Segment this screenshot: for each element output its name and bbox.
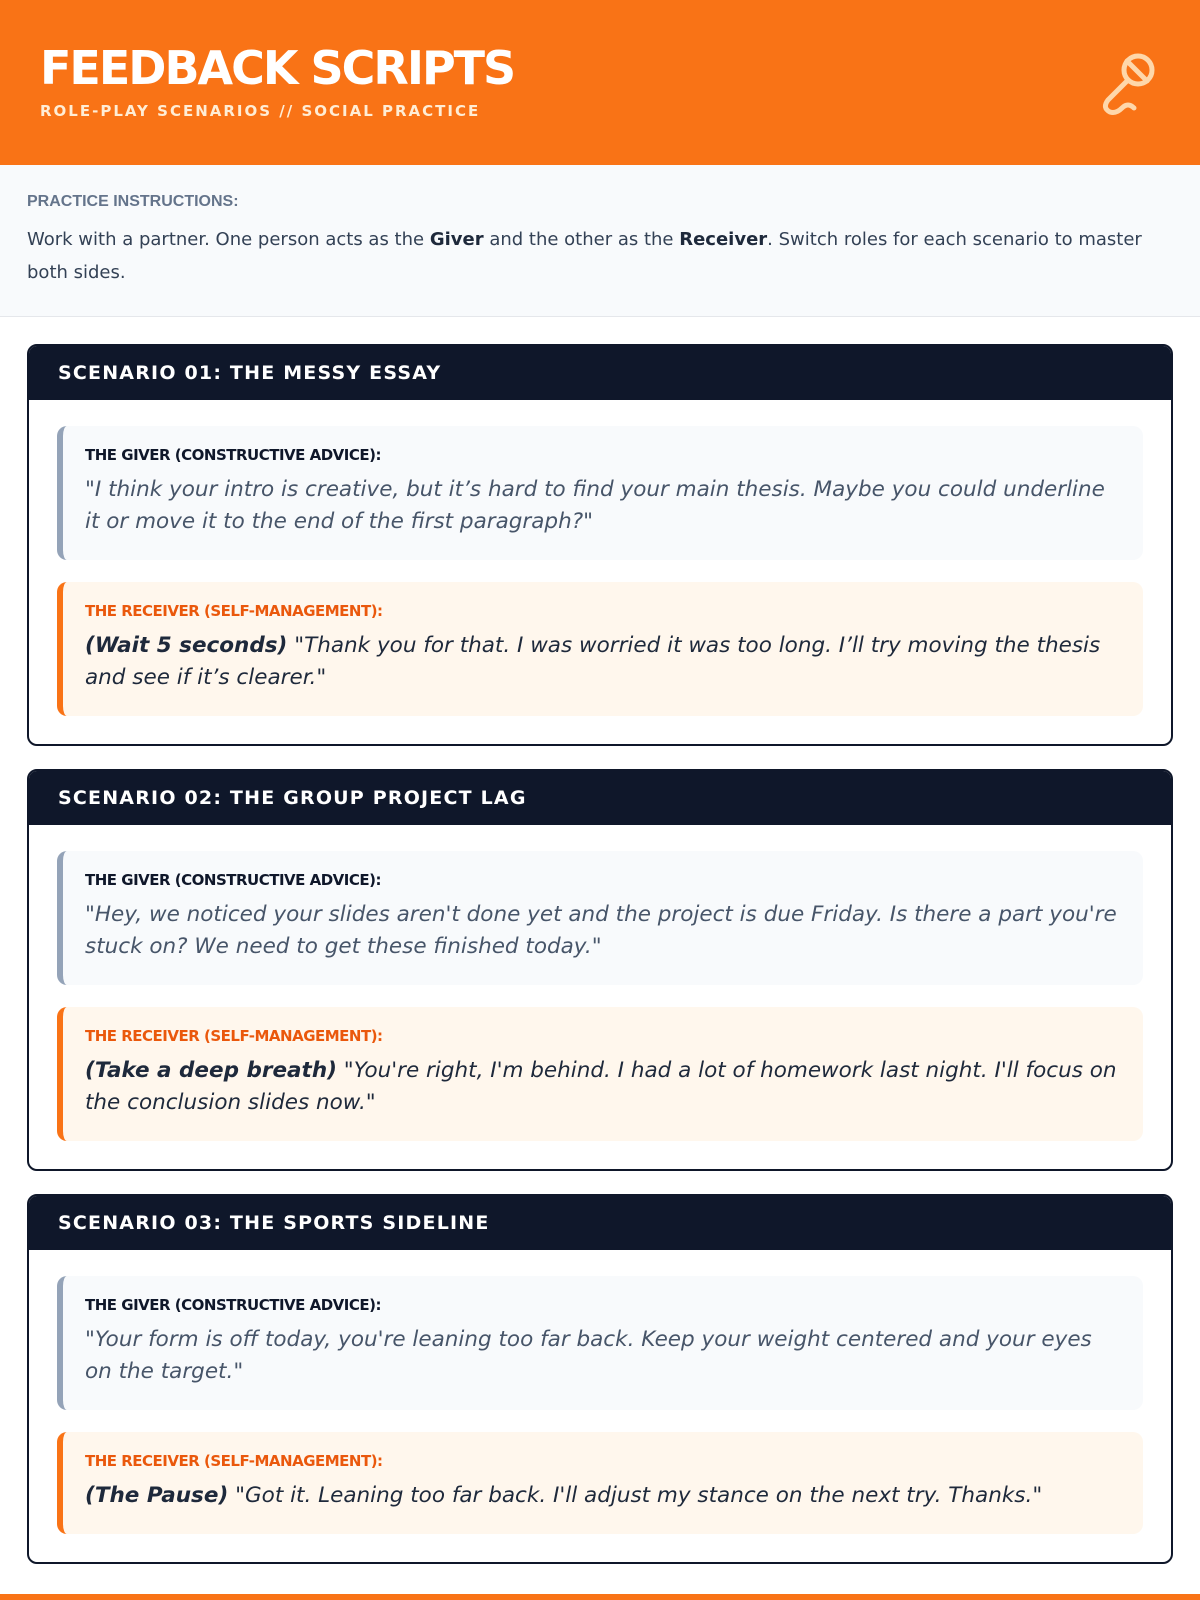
giver-script: "I think your intro is creative, but it’s hard to find your main thesis. Maybe you could underline it or move it to the end of the first paragraph?" [85, 477, 1105, 534]
scenario-card [27, 344, 1173, 746]
page-subtitle: ROLE-PLAY SCENARIOS // SOCIAL PRACTICE [40, 102, 481, 120]
instructions-text [27, 223, 1147, 289]
giver-label: THE GIVER (CONSTRUCTIVE ADVICE): [85, 1296, 381, 1314]
instructions-label: PRACTICE INSTRUCTIONS: [27, 193, 239, 210]
page-title: FEEDBACK SCRIPTS [40, 41, 515, 95]
giver-script: "Hey, we noticed your slides aren't done yet and the project is due Friday. Is there a part you're stuck on? We need to get these finished today." [85, 902, 1117, 959]
scenario-header [29, 346, 1171, 400]
receiver-script [85, 1055, 1117, 1119]
scenario-header [29, 771, 1171, 825]
receiver-script [85, 1480, 1117, 1512]
giver-script: "Your form is off today, you're leaning too far back. Keep your weight centered and your eyes on the target." [85, 1327, 1092, 1384]
page-header [0, 0, 1200, 165]
receiver-label: THE RECEIVER (SELF-MANAGEMENT): [85, 602, 383, 620]
scenario-body [29, 1250, 1171, 1562]
receiver-cue: (Wait 5 seconds) [85, 633, 288, 658]
giver-block [57, 1276, 1143, 1410]
scenario-body [29, 400, 1171, 744]
instructions-text-part: Work with a partner. One person acts as the [27, 229, 430, 250]
microphone-icon [1096, 50, 1158, 116]
bottom-accent-bar [0, 1594, 1200, 1600]
giver-block [57, 851, 1143, 985]
receiver-label: THE RECEIVER (SELF-MANAGEMENT): [85, 1027, 383, 1045]
giver-label: THE GIVER (CONSTRUCTIVE ADVICE): [85, 446, 381, 464]
scenario-title: SCENARIO 03: THE SPORTS SIDELINE [58, 1212, 490, 1234]
receiver-quote: "You're right, I'm behind. I had a lot of homework last night. I'll focus on the conclusion slides now." [85, 1058, 1117, 1115]
receiver-block [57, 1007, 1143, 1141]
receiver-block [57, 582, 1143, 716]
receiver-cue: (The Pause) [85, 1483, 229, 1508]
receiver-script [85, 630, 1117, 694]
scenario-title: SCENARIO 01: THE MESSY ESSAY [58, 362, 442, 384]
scenario-card [27, 769, 1173, 1171]
instructions-text-part: . Switch roles for each scenario to master both sides. [27, 229, 1142, 283]
receiver-block [57, 1432, 1143, 1534]
receiver-label: THE RECEIVER (SELF-MANAGEMENT): [85, 1452, 383, 1470]
practice-instructions [0, 165, 1200, 317]
giver-word: Giver [429, 229, 484, 250]
giver-label: THE GIVER (CONSTRUCTIVE ADVICE): [85, 871, 381, 889]
scenario-card [27, 1194, 1173, 1564]
scenario-header [29, 1196, 1171, 1250]
scenario-body [29, 825, 1171, 1169]
receiver-word: Receiver [679, 229, 768, 250]
receiver-cue: (Take a deep breath) [85, 1058, 337, 1083]
receiver-quote: "Thank you for that. I was worried it was too long. I’ll try moving the thesis and see if it’s clearer." [85, 633, 1101, 690]
scenario-list [0, 317, 1200, 1564]
receiver-quote: "Got it. Leaning too far back. I'll adjust my stance on the next try. Thanks." [228, 1483, 1043, 1508]
giver-block [57, 426, 1143, 560]
scenario-title: SCENARIO 02: THE GROUP PROJECT LAG [58, 787, 527, 809]
instructions-text-part: and the other as the [483, 229, 680, 250]
